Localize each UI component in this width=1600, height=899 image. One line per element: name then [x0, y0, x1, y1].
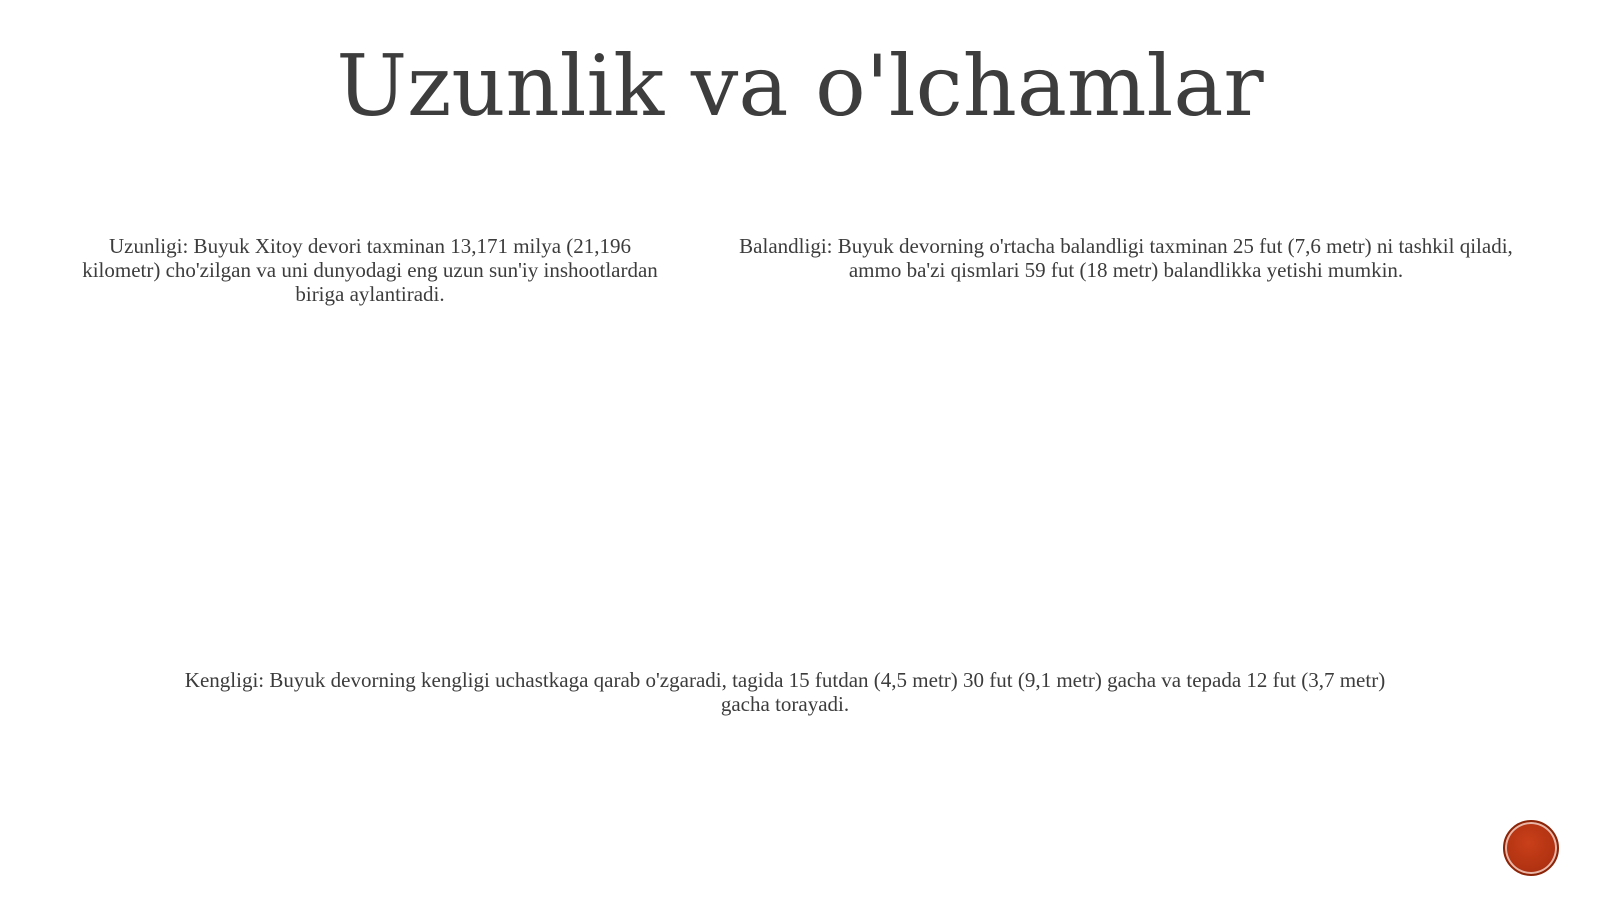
height-paragraph: Balandligi: Buyuk devorning o'rtacha balandligi taxminan 25 fut (7,6 metr) ni tashkil qiladi, ammo ba'zi qismlari 59 fut (18 metr) balandlikka yetishi mumkin. [739, 234, 1513, 282]
length-paragraph: Uzunligi: Buyuk Xitoy devori taxminan 13,171 milya (21,196 kilometr) cho'zilgan va uni dunyodagi eng uzun sun'iy inshootlardan biriga aylantiradi. [82, 234, 658, 306]
width-paragraph: Kengligi: Buyuk devorning kengligi uchastkaga qarab o'zgaradi, tagida 15 futdan (4,5 metr) 30 fut (9,1 metr) gacha va tepada 12 fut (3,7 metr) gacha torayadi. [184, 668, 1386, 716]
slide-title: Uzunlik va o'lchamlar [336, 37, 1264, 135]
circle-nav-icon[interactable] [1503, 820, 1559, 876]
